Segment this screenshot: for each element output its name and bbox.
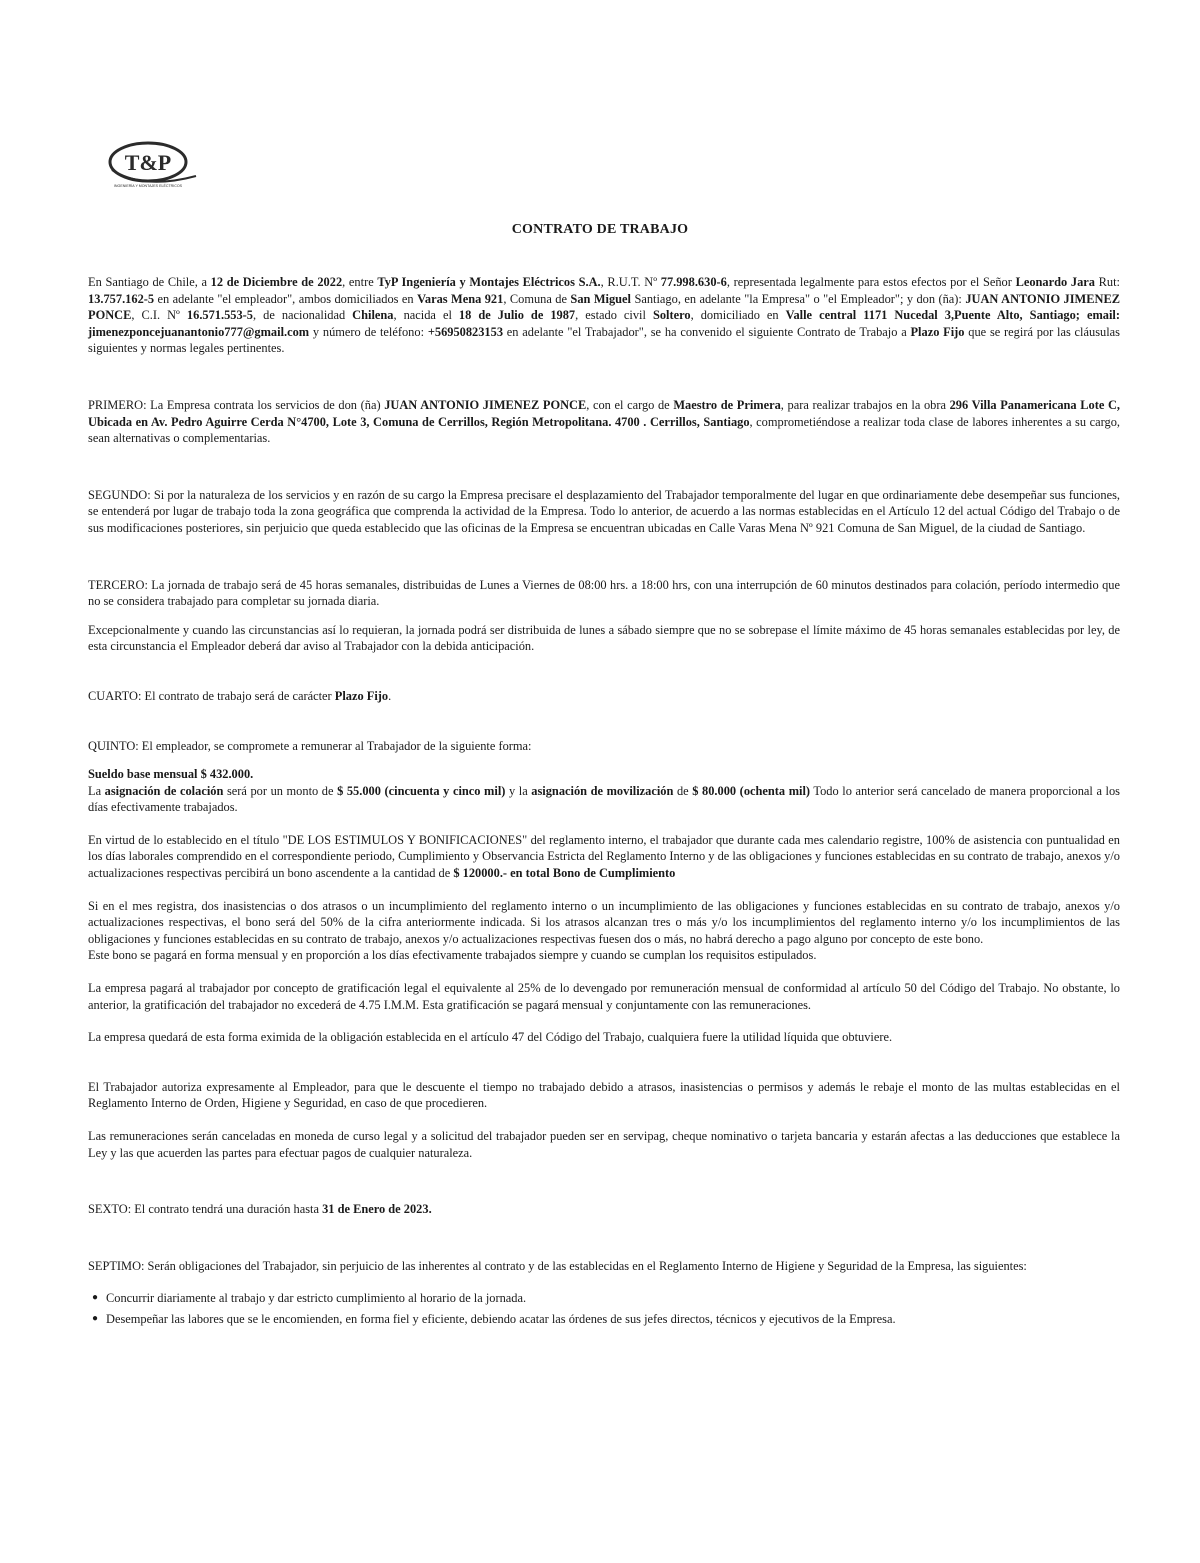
bullet-icon: ●: [92, 1312, 99, 1324]
eximida-obligacion: La empresa quedará de esta forma eximida de la obligación establecida en el artículo 47 del Código del Trabajo, cualquiera fuere la utilidad líquida que obtuviere.: [88, 1030, 893, 1045]
autorizacion-descuento: El Trabajador autoriza expresamente al Empleador, para que le descuente el tiempo no trabajado debido a atrasos, inasistencias o permisos y además le rebaje el monto de las multas establecidas en el Reglamento Interno de Orden, Higiene y Seguridad, en caso de que procedieren.: [88, 1079, 1120, 1111]
bono-inasistencias: Si en el mes registra, dos inasistencias o dos atrasos o un incumplimiento del reglamento interno o un incumplimiento de las obligaciones y funciones establecidas en su contrato de trabajo, anexos y/o actualizaciones respectivas, el bono será del 50% de la cifra anteriormente indicada. Si los atrasos alcanzan tres o más y/o los incumplimientos del reglamento interno y/o los incumplimientos de las obligaciones y funciones establecidas en su contrato de trabajo, anexos y/o actualizaciones respectivas fuesen dos o más, no habrá derecho a pago alguno por concepto de este bono.: [88, 898, 1120, 946]
clause-primero: PRIMERO: La Empresa contrata los servicios de don (ña) JUAN ANTONIO JIMENEZ PONCE, con el cargo de Maestro de Primera, para realizar trabajos en la obra 296 Villa Panamericana Lote C, Ubicada en Av. Pedro Aguirre Cerda N°4700, Lote 3, Comuna de Cerrillos, Región Metropolitana. 4700 . Cerrillos, Santiago, comprometiéndose a realizar toda clase de labores inherentes a su cargo, sean alternativas o complementarias.: [88, 397, 1121, 446]
clause-segundo: SEGUNDO: Si por la naturaleza de los servicios y en razón de su cargo la Empresa precisare el desplazamiento del Trabajador temporalmente del lugar en que ordinariamente debe desempeñar sus funciones, se entenderá por lugar de trabajo toda la zona geográfica que comprenda la actividad de la Empresa. Todo lo anterior, de acuerdo a las normas establecidas en el Artículo 12 del actual Código del Trabajo o de sus modificaciones posteriores, sin perjuicio que queda establecido que las oficinas de la Empresa se encuentran ubicadas en Calle Varas Mena Nº 921 Comuna de San Miguel, de la ciudad de Santiago.: [88, 487, 1120, 535]
list-item: ● Desempeñar las labores que se le encomienden, en forma fiel y eficiente, debiendo acatar las órdenes de sus jefes directos, técnicos y ejecutivos de la Empresa.: [92, 1311, 896, 1326]
gratificacion-legal: La empresa pagará al trabajador por concepto de gratificación legal el equivalente al 25% de lo devengado por remuneración mensual de conformidad al artículo 50 del Código del Trabajo. No obstante, lo anterior, la gratificación del trabajador no excederá de 4.75 I.M.M. Esta gratificación se pagará mensual y conjuntamente con las remuneraciones.: [88, 981, 1120, 1012]
logo-tagline: INGENIERÍA Y MONTAJES ELÉCTRICOS: [113, 184, 183, 188]
clause-tercero-exception: Excepcionalmente y cuando las circunstancias así lo requieran, la jornada podrá ser distribuida de lunes a sábado siempre que no se sobrepase el límite máximo de 45 horas semanales establecidas por ley, de esta circunstancia el Empleador deberá dar aviso al Trabajador con la debida anticipación.: [88, 622, 1120, 654]
asignaciones: La asignación de colación será por un monto de $ 55.000 (cincuenta y cinco mil) y la asignación de movilización de $ 80.000 (ochenta mil) Todo lo anterior será cancelado de manera proporcional a los días efectivamente trabajados.: [88, 783, 1120, 815]
company-logo: [104, 140, 200, 190]
clause-tercero: TERCERO: La jornada de trabajo será de 45 horas semanales, distribuidas de Lunes a Viernes de 08:00 hrs. a 18:00 hrs, con una interrupción de 60 minutos destinados para colación, período intermedio que no se considera trabajado para completar su jornada diaria.: [88, 577, 1120, 609]
clause-sexto: SEXTO: El contrato tendrá una duración hasta 31 de Enero de 2023.: [88, 1202, 432, 1217]
obligations-list: [88, 1290, 1120, 1327]
clause-quinto: QUINTO: El empleador, se compromete a remunerar al Trabajador de la siguiente forma:: [88, 738, 532, 753]
sueldo-base: Sueldo base mensual $ 432.000.: [88, 767, 254, 782]
bono-pago: Este bono se pagará en forma mensual y en proporción a los días efectivamente trabajados siempre y cuando se cumplan los requisitos estipulados.: [88, 948, 817, 963]
list-item: ● Concurrir diariamente al trabajo y dar estricto cumplimiento al horario de la jornada.: [92, 1291, 527, 1306]
intro-paragraph: En Santiago de Chile, a 12 de Diciembre de 2022, entre TyP Ingeniería y Montajes Eléctricos S.A., R.U.T. Nº 77.998.630-6, representada legalmente para estos efectos por el Señor Leonardo Jara Rut: 13.757.162-5 en adelante "el empleador", ambos domiciliados en Varas Mena 921, Comuna de San Miguel Santiago, en adelante "la Empresa" o "el Empleador"; y don (ña): JUAN ANTONIO JIMENEZ PONCE, C.I. Nº 16.571.553-5, de nacionalidad Chilena, nacida el 18 de Julio de 1987, estado civil Soltero, domiciliado en Valle central 1171 Nucedal 3,Puente Alto, Santiago; email: jimenezponcejuanantonio777@gmail.com y número de teléfono: +56950823153 en adelante "el Trabajador", se ha convenido el siguiente Contrato de Trabajo a Plazo Fijo que se regirá por las cláusulas siguientes y normas legales pertinentes.: [88, 275, 1120, 356]
forma-pago: Las remuneraciones serán canceladas en moneda de curso legal y a solicitud del trabajador pueden ser en servipag, cheque nominativo o tarjeta bancaria y estarán afectas a las deducciones que establece la Ley y las que acuerden las partes para efectuar pagos de cualquier naturaleza.: [88, 1129, 1120, 1160]
document-title: CONTRATO DE TRABAJO: [511, 222, 689, 237]
logo-text: T&P: [124, 150, 172, 175]
clause-septimo: SEPTIMO: Serán obligaciones del Trabajador, sin perjuicio de las inherentes al contrato y de las establecidas en el Reglamento Interno de Higiene y Seguridad de la Empresa, las siguientes:: [88, 1258, 1027, 1273]
bullet-icon: ●: [92, 1292, 99, 1304]
clause-cuarto: CUARTO: El contrato de trabajo será de carácter Plazo Fijo.: [88, 688, 392, 703]
contract-body: [88, 274, 1120, 1332]
bono-cumplimiento: En virtud de lo establecido en el título "DE LOS ESTIMULOS Y BONIFICACIONES" del reglamento interno, el trabajador que durante cada mes calendario registre, 100% de asistencia con puntualidad en los días laborales comprendido en el correspondiente periodo, Cumplimiento y Observancia Estricta del Reglamento Interno y de las obligaciones y funciones establecidas en su contrato de trabajo, anexos y/o actualizaciones respectivas percibirá un bono ascendente a la cantidad de $ 120000.- en total Bono de Cumplimiento: [88, 832, 1120, 881]
